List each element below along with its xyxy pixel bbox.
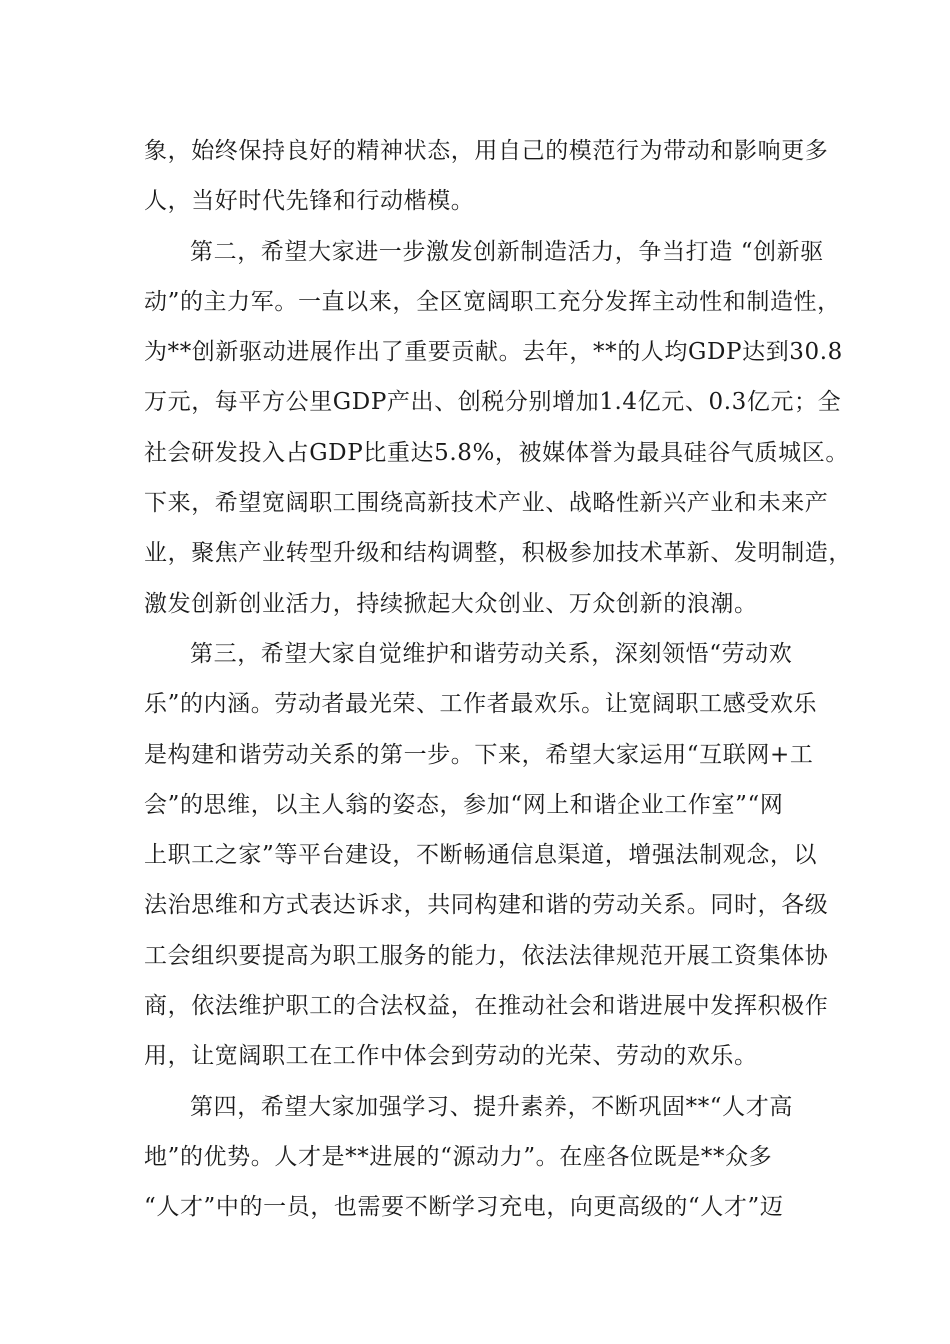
text-line: 地”的优势。人才是**进展的“源动力”。在座各位既是**众多 xyxy=(144,1143,773,1170)
text-line: 会”的思维，以主人翁的姿态，参加“网上和谐企业工作室”“网 xyxy=(144,791,784,818)
text-line: 动”的主力军。一直以来，全区宽阔职工充分发挥主动性和制造性， xyxy=(144,288,841,315)
text-line: 激发创新创业活力，持续掀起大众创业、万众创新的浪潮。 xyxy=(144,590,758,617)
paragraph-start-line: 第二，希望大家进一步激发创新制造活力，争当打造 “创新驱 xyxy=(190,238,824,265)
text-line: 上职工之家”等平台建设，不断畅通信息渠道，增强法制观念，以 xyxy=(144,842,818,869)
paragraph-start-line: 第三，希望大家自觉维护和谐劳动关系，深刻领悟“劳动欢 xyxy=(190,640,793,667)
text-line: 商，依法维护职工的合法权益，在推动社会和谐进展中发挥积极作 xyxy=(144,993,829,1020)
document-body xyxy=(144,126,852,1233)
text-line: 下来，希望宽阔职工围绕高新技术产业、战略性新兴产业和未来产 xyxy=(144,490,829,517)
text-line: 业，聚焦产业转型升级和结构调整，积极参加技术革新、发明制造， xyxy=(144,540,852,567)
text-line: “人才”中的一员，也需要不断学习充电，向更高级的“人才”迈 xyxy=(144,1194,784,1221)
text-line: 人，当好时代先锋和行动楷模。 xyxy=(144,188,475,215)
text-line: 社会研发投入占GDP比重达5.8%，被媒体誉为最具硅谷气质城区。 xyxy=(144,439,849,466)
text-line: 工会组织要提高为职工服务的能力，依法法律规范开展工资集体协 xyxy=(144,942,829,969)
text-line: 法治思维和方式表达诉求，共同构建和谐的劳动关系。同时，各级 xyxy=(144,892,829,919)
text-line: 用，让宽阔职工在工作中体会到劳动的光荣、劳动的欢乐。 xyxy=(144,1043,758,1070)
paragraph-start-line: 第四，希望大家加强学习、提升素养，不断巩固**“人才高 xyxy=(190,1093,793,1120)
text-line: 象，始终保持良好的精神状态，用自己的模范行为带动和影响更多 xyxy=(144,138,829,164)
text-line: 乐”的内涵。劳动者最光荣、工作者最欢乐。让宽阔职工感受欢乐 xyxy=(144,691,818,718)
text-line: 是构建和谐劳动关系的第一步。下来，希望大家运用“互联网+工 xyxy=(144,741,814,768)
text-line: 为**创新驱动进展作出了重要贡献。去年，**的人均GDP达到30.8 xyxy=(144,339,843,366)
text-line: 万元，每平方公里GDP产出、创税分别增加1.4亿元、0.3亿元；全 xyxy=(144,389,842,416)
